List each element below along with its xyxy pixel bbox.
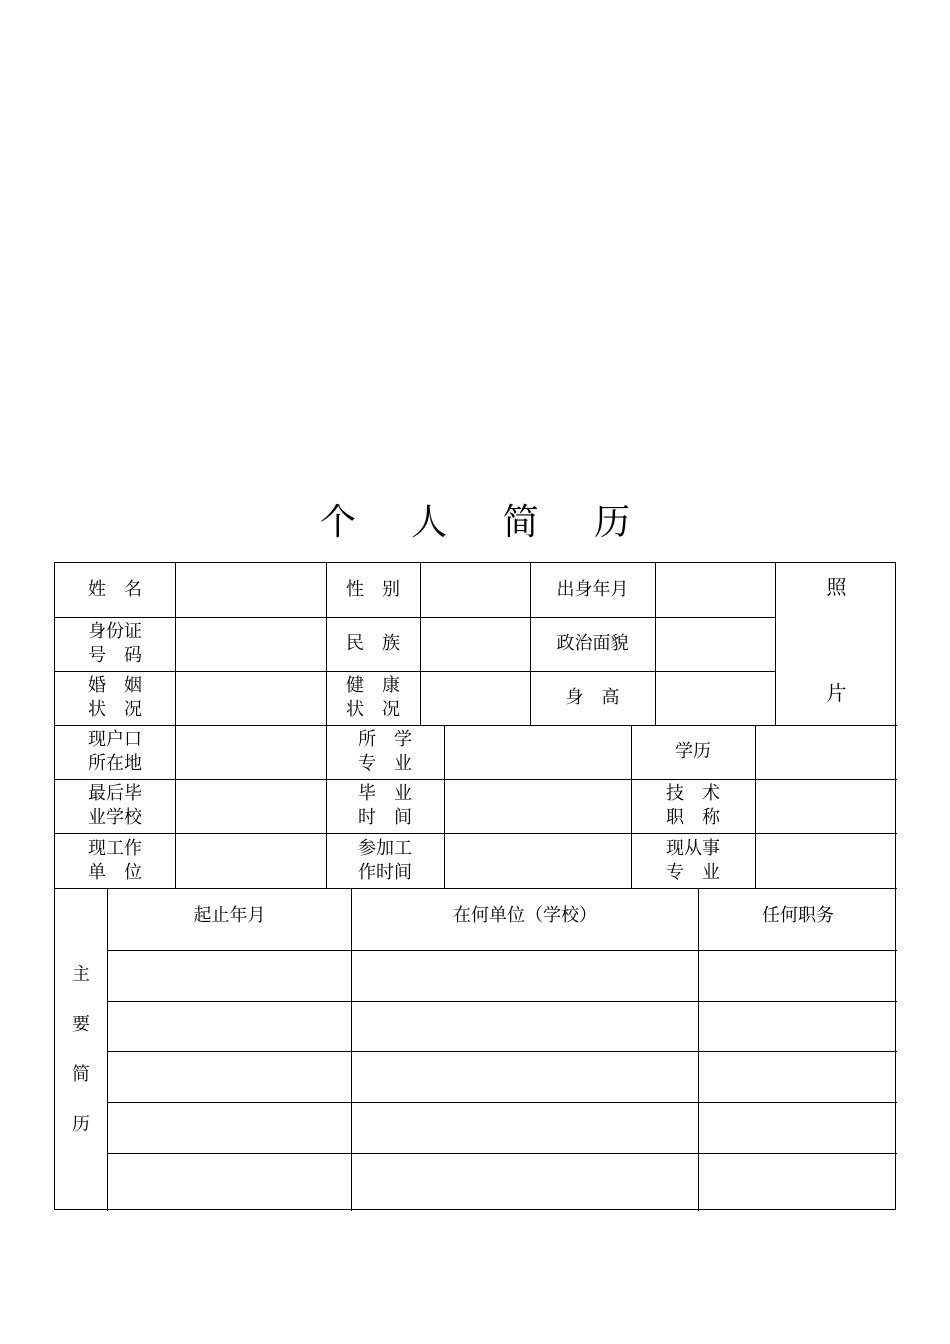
current-field-label: 现从事 专 业 (666, 837, 720, 883)
history-row-4-period[interactable] (108, 1103, 351, 1153)
history-row-2-period[interactable] (108, 1002, 351, 1051)
history-row-1-period[interactable] (108, 951, 351, 1001)
history-header-period: 起止年月 (193, 905, 266, 926)
history-side-label: 主 要 简 历 (72, 963, 90, 1135)
ethnic-label: 民 族 (346, 633, 400, 654)
current-employer-label: 现工作 单 位 (88, 837, 142, 883)
technical-title-label: 技 术 职 称 (666, 783, 720, 828)
current-employer-field[interactable] (176, 833, 326, 888)
photo-box[interactable] (776, 563, 897, 725)
political-status-label: 政治面貌 (556, 633, 629, 654)
technical-title-field[interactable] (756, 779, 897, 833)
marital-status-field[interactable] (176, 671, 326, 725)
graduation-time-field[interactable] (445, 779, 631, 833)
history-row-3-period[interactable] (108, 1052, 351, 1102)
history-row-1-unit[interactable] (352, 951, 698, 1001)
gender-field[interactable] (421, 563, 530, 617)
height-label: 身 高 (565, 687, 620, 708)
history-row-2-unit[interactable] (352, 1002, 698, 1051)
residence-label: 现户口 所在地 (88, 729, 142, 774)
history-row-5-period[interactable] (108, 1154, 351, 1209)
major-field[interactable] (445, 725, 631, 779)
name-field[interactable] (176, 563, 326, 617)
birth-field[interactable] (656, 563, 775, 617)
photo-label-bottom: 片 (826, 681, 847, 705)
political-status-field[interactable] (656, 617, 775, 671)
resume-title: 个 人 简 历 (319, 502, 653, 543)
id-number-field[interactable] (176, 617, 326, 671)
current-field-field[interactable] (756, 833, 897, 888)
major-label: 所 学 专 业 (358, 729, 412, 774)
history-row-4-position[interactable] (699, 1103, 897, 1153)
photo-label-top: 照 (826, 575, 847, 599)
history-row-3-position[interactable] (699, 1052, 897, 1102)
work-start-label: 参加工 作时间 (358, 837, 412, 883)
work-start-field[interactable] (445, 833, 631, 888)
health-field[interactable] (421, 671, 530, 725)
history-row-1-position[interactable] (699, 951, 897, 1001)
history-row-5-position[interactable] (699, 1154, 897, 1209)
education-label: 学历 (675, 741, 711, 762)
gender-label: 性 别 (346, 579, 400, 600)
last-school-field[interactable] (176, 779, 326, 833)
graduation-time-label: 毕 业 时 间 (358, 783, 412, 828)
resume-form-table (54, 562, 896, 1210)
height-field[interactable] (656, 671, 775, 725)
last-school-label: 最后毕 业学校 (88, 783, 142, 828)
birth-label: 出身年月 (556, 579, 629, 600)
ethnic-field[interactable] (421, 617, 530, 671)
residence-field[interactable] (176, 725, 326, 779)
history-row-3-unit[interactable] (352, 1052, 698, 1102)
history-row-2-position[interactable] (699, 1002, 897, 1051)
history-row-4-unit[interactable] (352, 1103, 698, 1153)
history-row-5-unit[interactable] (352, 1154, 698, 1209)
name-label: 姓 名 (88, 579, 142, 600)
health-label: 健 康 状 况 (346, 675, 400, 720)
history-header-unit: 在何单位（学校） (453, 905, 597, 926)
id-number-label: 身份证 号 码 (88, 621, 142, 666)
marital-status-label: 婚 姻 状 况 (88, 675, 142, 720)
history-header-position: 任何职务 (762, 905, 834, 926)
education-field[interactable] (756, 725, 897, 779)
